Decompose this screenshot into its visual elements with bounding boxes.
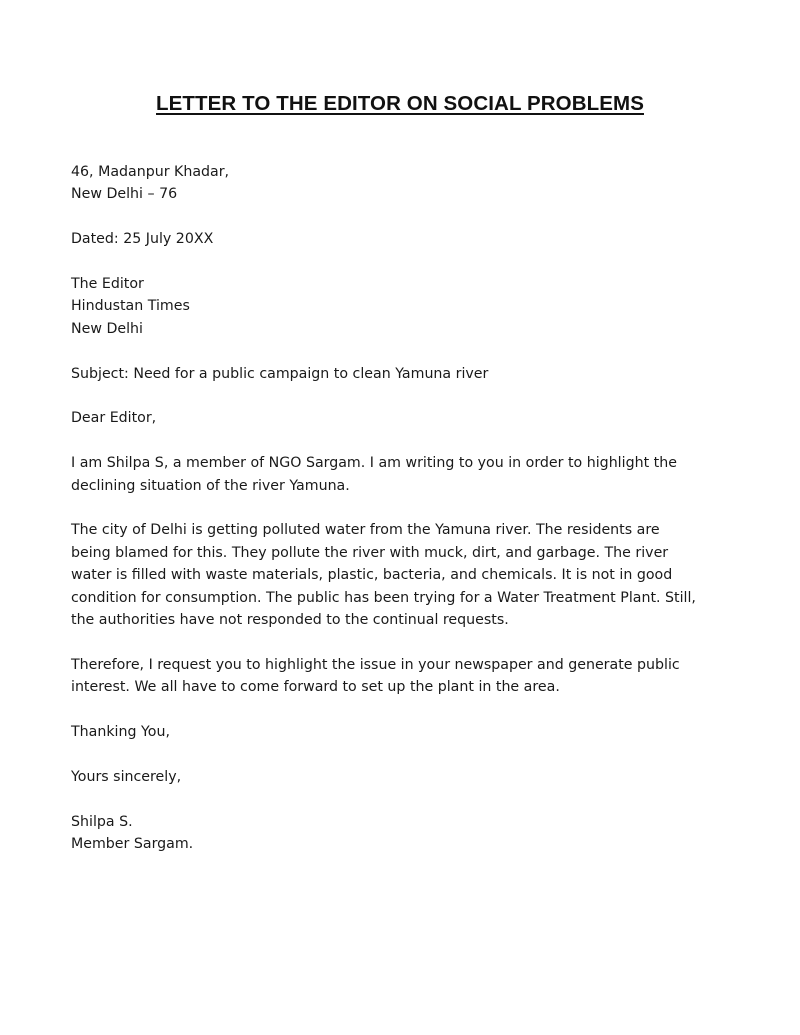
paragraph-intro [71, 452, 731, 497]
paragraph-line: interest. We all have to come forward to set up the plant in the area. [71, 679, 560, 696]
paragraph-line: I am Shilpa S, a member of NGO Sargam. I am writing to you in order to highlight the [71, 455, 677, 472]
letter-body [71, 161, 731, 878]
paragraph-line: the authorities have not responded to the continual requests. [71, 612, 509, 629]
thanks-line [71, 721, 731, 743]
paragraph-line: being blamed for this. They pollute the river with muck, dirt, and garbage. The river [71, 544, 669, 561]
address-line: 46, Madanpur Khadar, [71, 164, 230, 180]
closing-text: Yours sincerely, [71, 768, 182, 785]
date-text: Dated: 25 July 20XX [71, 231, 214, 248]
salutation-text: Dear Editor, [71, 410, 157, 427]
paragraph-line: The city of Delhi is getting polluted water from the Yamuna river. The residents are [71, 522, 660, 539]
subject-text: Subject: Need for a public campaign to clean Yamuna river [71, 365, 489, 382]
salutation [71, 407, 731, 429]
closing-line [71, 766, 731, 788]
recipient-line: The Editor [71, 276, 144, 292]
subject-line [71, 363, 731, 385]
paragraph-line: Therefore, I request you to highlight the issue in your newspaper and generate public [71, 656, 680, 673]
signature-block [71, 811, 731, 856]
recipient-line: Hindustan Times [71, 298, 190, 315]
signature-name: Shilpa S. [71, 813, 133, 830]
thanks-text: Thanking You, [71, 724, 170, 741]
date-line [71, 228, 731, 250]
sender-address [71, 161, 731, 206]
paragraph-line: condition for consumption. The public has been trying for a Water Treatment Plant. Still, [71, 589, 696, 606]
signature-title: Member Sargam. [71, 836, 194, 853]
recipient-address [71, 273, 731, 340]
document-title: LETTER TO THE EDITOR ON SOCIAL PROBLEMS [156, 92, 644, 115]
paragraph-line: water is filled with waste materials, plastic, bacteria, and chemicals. It is not in good [71, 567, 673, 584]
paragraph-line: declining situation of the river Yamuna. [71, 477, 350, 494]
address-line: New Delhi – 76 [71, 186, 178, 203]
paragraph-problem [71, 519, 731, 631]
paragraph-request [71, 654, 731, 699]
recipient-line: New Delhi [71, 320, 143, 337]
